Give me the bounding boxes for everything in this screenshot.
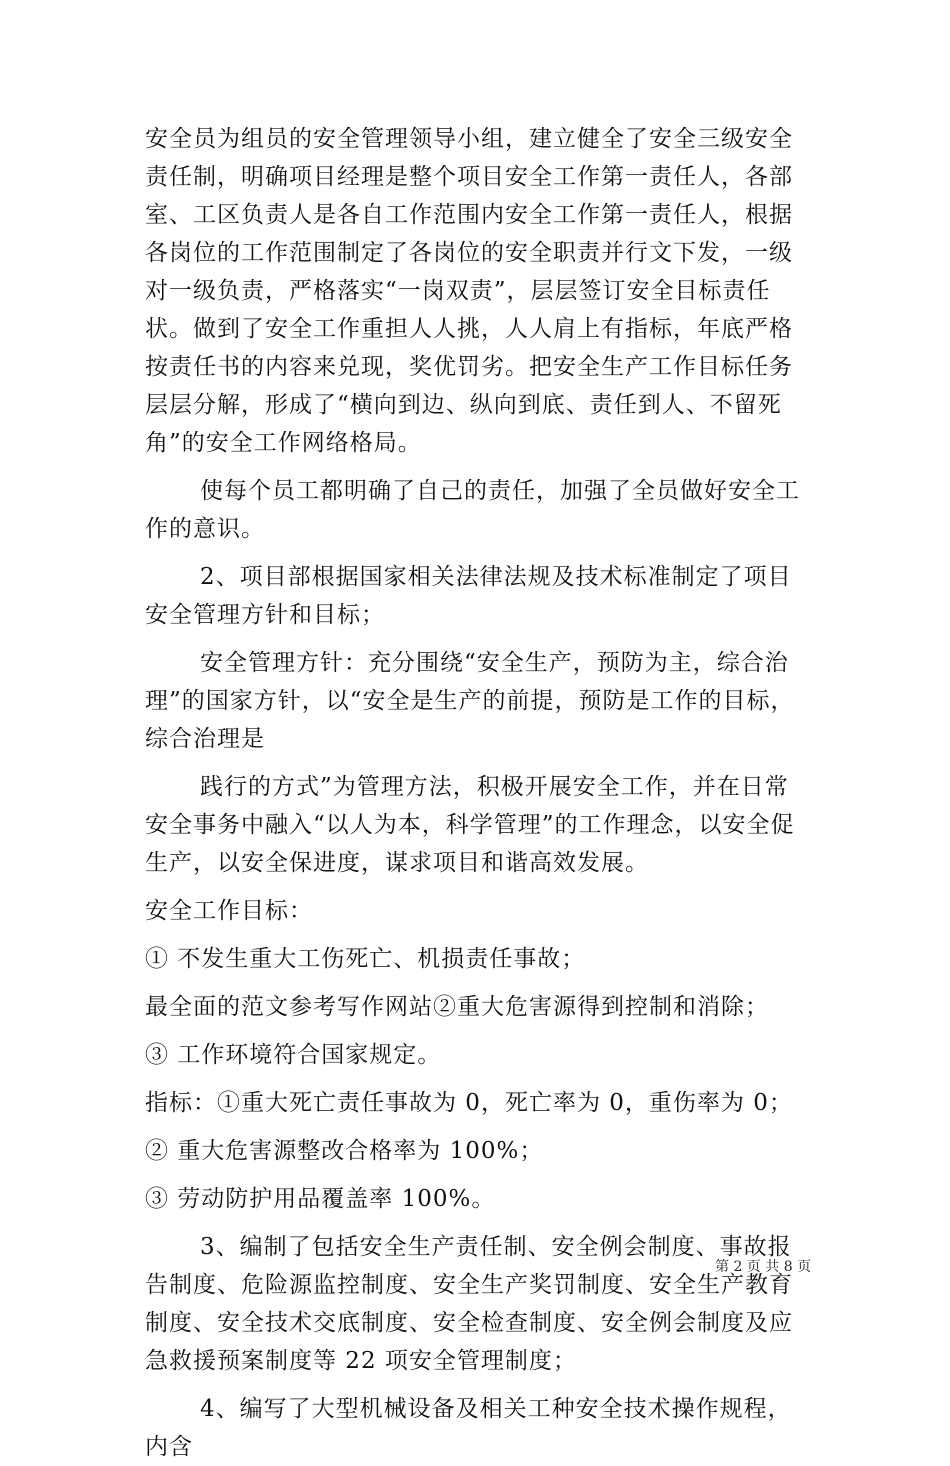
indicator-item-2: ② 重大危害源整改合格率为 100%；	[145, 1138, 544, 1164]
paragraph-operating-procedures: 4、编写了大型机械设备及相关工种安全技术操作规程，内含	[145, 1396, 792, 1460]
goal-item-1: ① 不发生重大工伤死亡、机损责任事故；	[145, 946, 586, 972]
paragraph-responsibility-system: 安全员为组员的安全管理领导小组，建立健全了安全三级安全责任制，明确项目经理是整个项目安全工作第一责任人，各部室、工区负责人是各自工作范围内安全工作第一责任人，根据各岗位的工作范围制定了各岗位的安全职责并行文下发，一级对一级负责，严格落实“一岗双责”，层层签订安全目标责任状。做到了安全工作重担人人挑，人人肩上有指标，年底严格按责任书的内容来兑现，奖优罚劣。把安全生产工作目标任务层层分解，形成了“横向到边、纵向到底、责任到人、不留死角”的安全工作网络格局。	[145, 126, 793, 456]
goal-item-3: ③ 工作环境符合国家规定。	[145, 1042, 442, 1068]
document-body	[145, 120, 810, 1466]
paragraph-management-policy: 安全管理方针：充分围绕“安全生产，预防为主，综合治理”的国家方针，以“安全是生产的前提，预防是工作的目标，综合治理是	[145, 650, 795, 752]
indicator-item-1: 指标：①重大死亡责任事故为 0，死亡率为 0，重伤率为 0；	[145, 1090, 793, 1116]
page-number: 第 2 页 共 8 页	[715, 1259, 812, 1275]
heading-safety-goals: 安全工作目标：	[145, 898, 313, 924]
paragraph-practice-method: 践行的方式”为管理方法，积极开展安全工作，并在日常安全事务中融入“以人为本，科学管理”的工作理念，以安全促生产，以安全保进度，谋求项目和谐高效发展。	[145, 774, 795, 876]
indicator-item-3: ③ 劳动防护用品覆盖率 100%。	[145, 1186, 496, 1212]
paragraph-awareness: 使每个员工都明确了自己的责任，加强了全员做好安全工作的意识。	[145, 478, 800, 542]
paragraph-management-rules: 3、编制了包括安全生产责任制、安全例会制度、事故报告制度、危险源监控制度、安全生产奖罚制度、安全生产教育制度、安全技术交底制度、安全检查制度、安全例会制度及应急救援预案制度等 22 项安全管理制度；	[145, 1234, 793, 1374]
paragraph-policy-intro: 2、项目部根据国家相关法律法规及技术标准制定了项目安全管理方针和目标；	[145, 564, 792, 628]
goal-item-2: 最全面的范文参考写作网站②重大危害源得到控制和消除；	[145, 994, 769, 1020]
